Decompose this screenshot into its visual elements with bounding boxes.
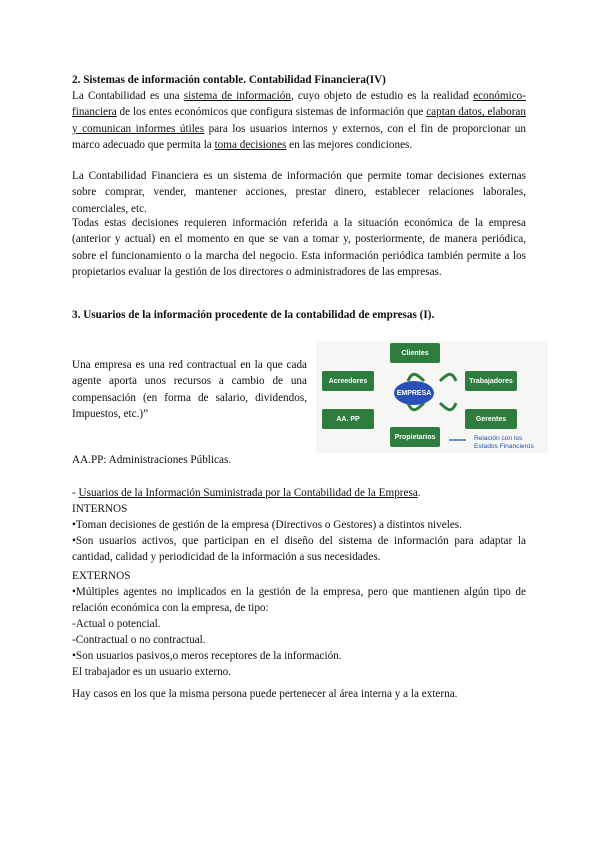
externos-label: EXTERNOS — [72, 570, 131, 582]
legend-line-1: Relación con los — [474, 435, 523, 442]
p1-text-c: de los entes económicos que configura sistemas de información que — [116, 106, 427, 119]
section-2-paragraph-2: La Contabilidad Financiera es un sistema de información que permite tomar decisiones externas sobre comprar, vender, mantener acciones, prestar dinero, establecer relaciones laborales, comerciales, etc. — [72, 170, 526, 215]
section-3-intro: Una empresa es una red contractual en la que cada agente aporta unos recursos a cambio de una compensación (en forma de salario, dividendos, Impuestos, etc.)” — [72, 359, 307, 420]
p1-text-b: , cuyo objeto de estudio es la realidad — [290, 90, 474, 102]
users-diagram — [316, 341, 548, 453]
externos-item-2: -Actual o potencial. — [72, 618, 161, 630]
aapp-definition: AA.PP: Administraciones Públicas. — [72, 454, 232, 466]
externos-item-4: •Son usuarios pasivos,o meros receptores de la información. — [72, 650, 342, 662]
p1-link-captan: captan datos, elaboran y comunican informes útiles — [72, 106, 526, 135]
node-empresa: EMPRESA — [394, 381, 434, 405]
p1-link-toma: toma decisiones — [214, 138, 287, 151]
externos-item-1: •Múltiples agentes no implicados en la gestión de la empresa, pero que mantienen algún tipo de relación económica con la empresa, de tipo: — [72, 586, 526, 615]
p1-text-d: para los usuarios internos y externos, con el fin de proporcionar un marco adecuado que permita la — [72, 122, 526, 151]
closing-paragraph: Hay casos en los que la misma persona puede pertenecer al área interna y a la externa. — [72, 688, 458, 700]
arrow-right-top — [440, 374, 456, 381]
internos-item-2: •Son usuarios activos, que participan en el diseño del sistema de información para adaptar la cantidad, calidad y periodicidad de la información a sus necesidades. — [72, 535, 526, 564]
p1-link-sistema: sistema de información — [183, 90, 291, 102]
p1-text-a: La Contabilidad es una — [72, 90, 184, 102]
section-2-title: 2. Sistemas de información contable. Contabilidad Financiera(IV) — [72, 74, 386, 86]
users-heading-prefix: - — [72, 487, 79, 499]
externos-item-3: -Contractual o no contractual. — [72, 634, 206, 646]
users-heading-suffix: . — [417, 487, 421, 499]
node-trabajadores: Trabajadores — [465, 371, 517, 391]
p1-link-economico: económico-financiera — [72, 90, 526, 119]
node-propietarios: Propietarios — [390, 427, 440, 447]
node-gerentes: Gerentes — [465, 409, 517, 429]
node-clientes: Clientes — [390, 343, 440, 363]
p1-text-e: en las mejores condiciones. — [286, 138, 413, 151]
arrow-left-top — [408, 374, 424, 381]
users-heading-text: Usuarios de la Información Suministrada por la Contabilidad de la Empresa — [78, 487, 418, 499]
node-aapp: AA. PP — [322, 409, 374, 429]
internos-label: INTERNOS — [72, 503, 128, 515]
node-acreedores: Acreedores — [322, 371, 374, 391]
section-2-paragraph-3: Todas estas decisiones requieren información referida a la situación económica de la empresa (anterior y actual) en el momento en que se van a tomar y, posteriormente, de manera periódica, sobre el funcionamiento o la marcha del negocio. Esta información periódica también permite a los propietarios evaluar la gestión de los directores o administradores de las empresas. — [72, 217, 526, 278]
externos-item-5: El trabajador es un usuario externo. — [72, 666, 232, 678]
section-2-paragraph-1 — [72, 88, 526, 153]
arrow-right-bottom — [440, 403, 456, 410]
legend-line-2: Estados Financieros — [474, 443, 534, 450]
users-heading — [72, 485, 526, 501]
section-3-title: 3. Usuarios de la información procedente de la contabilidad de empresas (I). — [72, 309, 435, 321]
internos-item-1: •Toman decisiones de gestión de la empresa (Directivos o Gestores) a distintos niveles. — [72, 519, 462, 531]
